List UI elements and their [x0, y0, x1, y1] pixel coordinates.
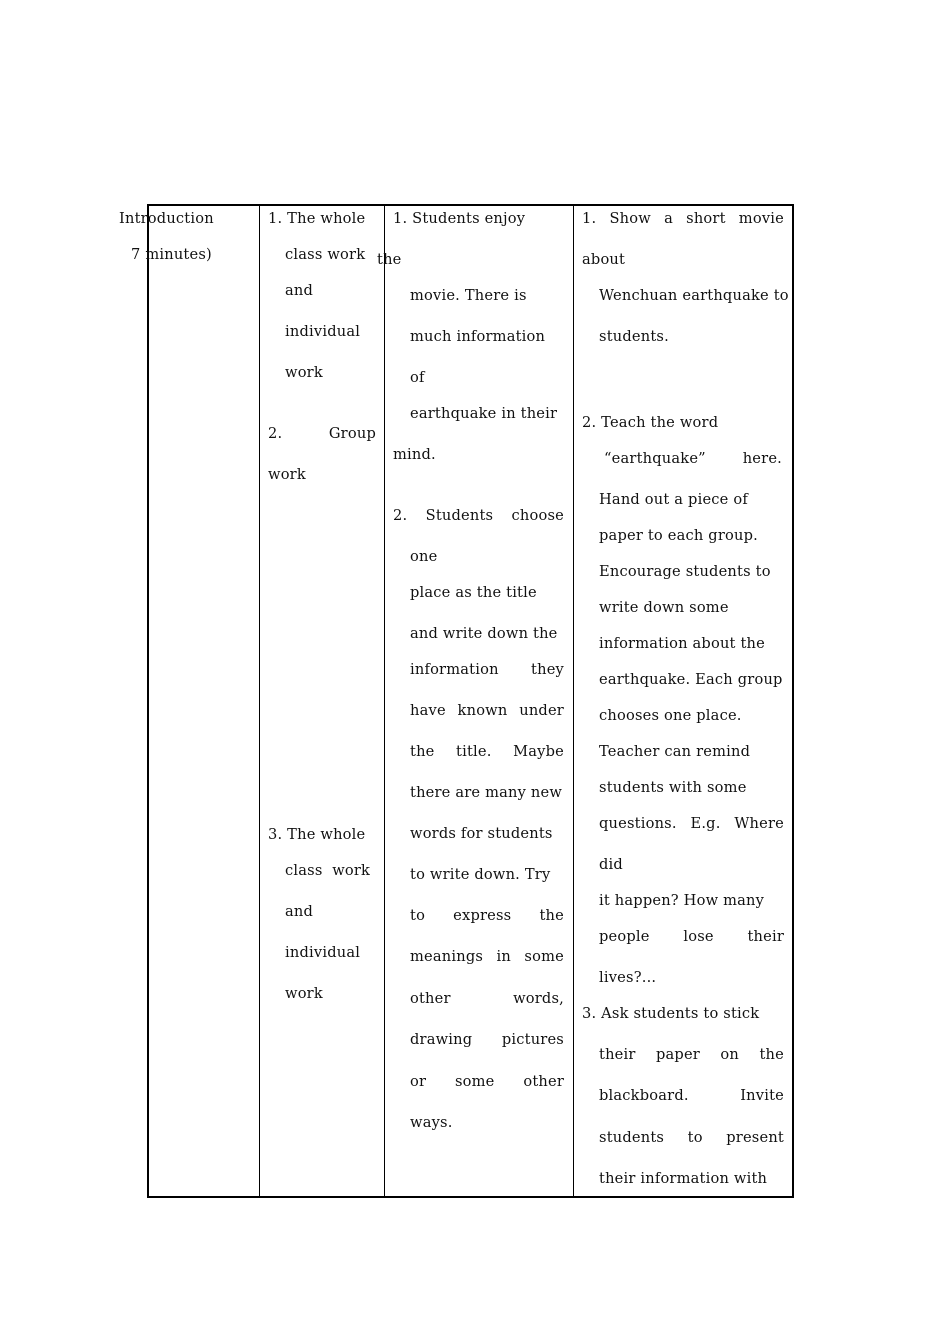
text-line: and	[285, 282, 314, 299]
text-line: Encourage students to	[599, 563, 771, 580]
text-line: 3. The whole	[268, 826, 366, 843]
text-line: 1. Students enjoy	[393, 210, 526, 227]
text-line: individual	[285, 944, 361, 961]
text-line: blackboard. Invite	[599, 1087, 784, 1104]
text-line: students.	[599, 328, 669, 345]
text-line: 2. Group	[268, 425, 376, 442]
text-line: place as the title	[410, 584, 537, 601]
text-line: and	[285, 903, 314, 920]
stage-title: Introduction	[119, 210, 214, 227]
column-divider	[259, 206, 260, 1196]
text-line: lives?...	[599, 969, 657, 986]
text-line: did	[599, 856, 623, 873]
column-divider	[384, 206, 385, 1196]
text-line: and write down the	[410, 625, 558, 642]
text-line: 1. Show a short movie	[582, 210, 784, 227]
text-line: paper to each group.	[599, 527, 758, 544]
text-line: 3. Ask students to stick	[582, 1005, 760, 1022]
text-line: individual	[285, 323, 361, 340]
text-line: “earthquake” here.	[604, 450, 782, 467]
text-line: 2. Teach the word	[582, 414, 719, 431]
text-line: or some other	[410, 1073, 564, 1090]
text-line: students with some	[599, 779, 747, 796]
text-line: ways.	[410, 1114, 453, 1131]
text-line: the	[377, 251, 402, 268]
text-line: 2. Students choose	[393, 507, 564, 524]
text-line: much information	[410, 328, 546, 345]
column-divider	[573, 206, 574, 1196]
text-line: Wenchuan earthquake to	[599, 287, 789, 304]
text-line: to write down. Try	[410, 866, 551, 883]
text-line: about	[582, 251, 626, 268]
text-line: one	[410, 548, 438, 565]
text-line: it happen? How many	[599, 892, 765, 909]
text-line: Hand out a piece of	[599, 491, 748, 508]
text-line: drawing pictures	[410, 1031, 564, 1048]
text-line: questions. E.g. Where	[599, 815, 784, 832]
text-line: write down some	[599, 599, 729, 616]
text-line: information about the	[599, 635, 765, 652]
text-line: other words,	[410, 990, 564, 1007]
text-line: earthquake. Each group	[599, 671, 783, 688]
text-line: movie. There is	[410, 287, 527, 304]
text-line: have known under	[410, 702, 564, 719]
text-line: information they	[410, 661, 564, 678]
text-line: work	[285, 985, 323, 1002]
text-line: to express the	[410, 907, 564, 924]
text-line: their paper on the	[599, 1046, 784, 1063]
text-line: work	[268, 466, 306, 483]
text-line: class work	[285, 246, 366, 263]
text-line: people lose their	[599, 928, 784, 945]
text-line: earthquake in their	[410, 405, 558, 422]
text-line: 1. The whole	[268, 210, 366, 227]
text-line: words for students	[410, 825, 553, 842]
text-line: chooses one place.	[599, 707, 742, 724]
text-line: mind.	[393, 446, 436, 463]
text-line: students to present	[599, 1129, 784, 1146]
stage-duration: 7 minutes)	[131, 246, 212, 263]
text-line: Teacher can remind	[599, 743, 751, 760]
text-line: there are many new	[410, 784, 563, 801]
text-line: class work	[285, 862, 371, 879]
text-line: work	[285, 364, 323, 381]
text-line: their information with	[599, 1170, 768, 1187]
text-line: of	[410, 369, 425, 386]
text-line: meanings in some	[410, 948, 564, 965]
text-line: the title. Maybe	[410, 743, 564, 760]
